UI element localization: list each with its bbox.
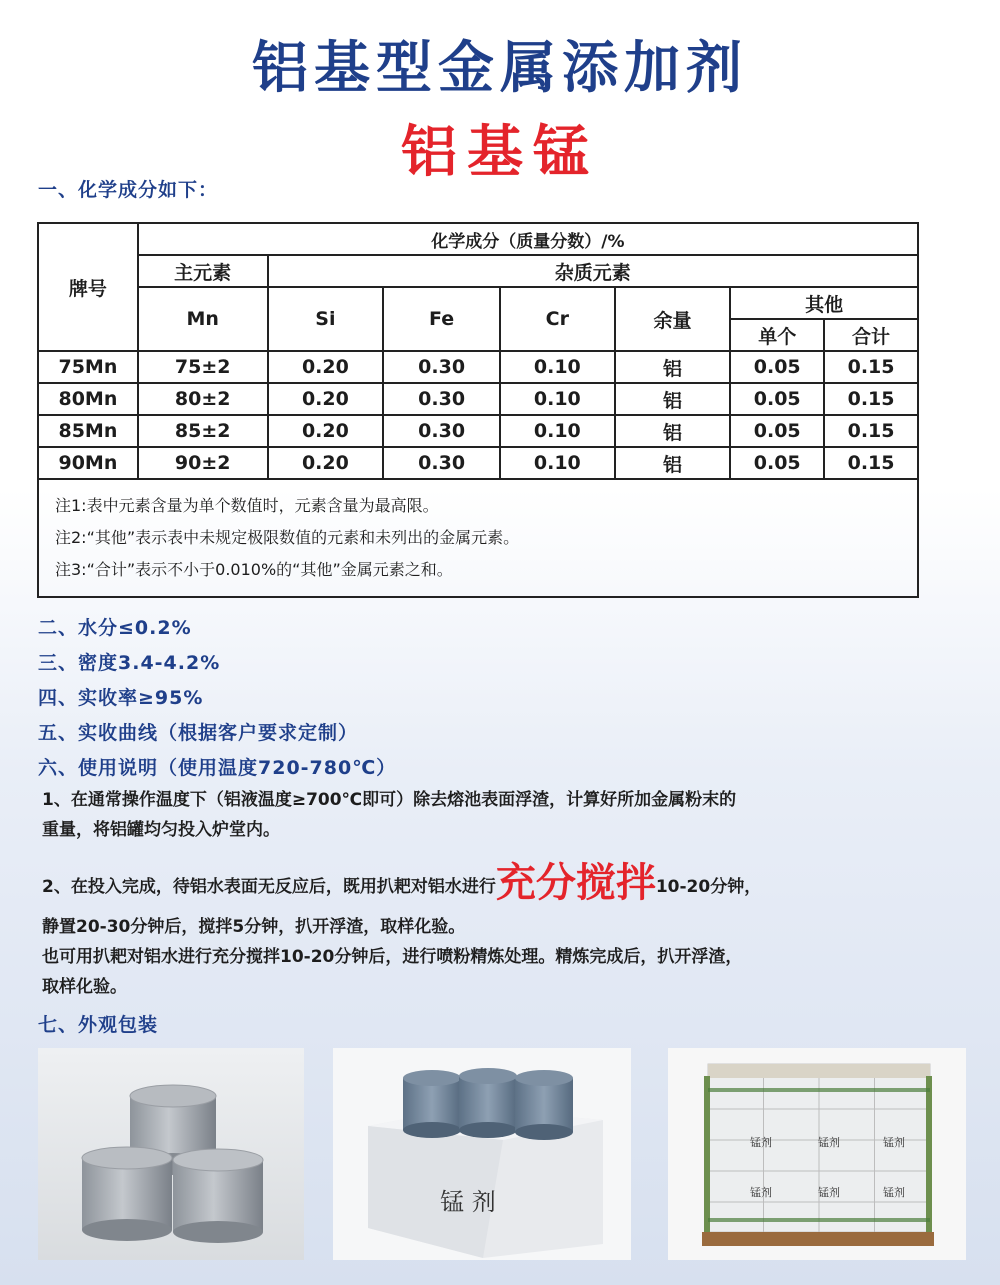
cell-brand: 85Mn [38, 415, 138, 447]
cell-si: 0.20 [268, 351, 384, 383]
cell-balance: 铝 [615, 351, 731, 383]
cell-brand: 80Mn [38, 383, 138, 415]
usage-2-emphasis: 充分搅拌 [495, 860, 656, 906]
header-other: 其他 [730, 287, 918, 319]
note-2: 注2:“其他”表示表中未规定极限数值的元素和未列出的金属元素。 [55, 528, 520, 547]
cell-fe: 0.30 [383, 351, 500, 383]
pallet-label-5: 锰剂 [818, 1186, 840, 1199]
cell-cr: 0.10 [500, 415, 615, 447]
cell-single: 0.05 [730, 447, 824, 479]
section-6-heading: 六、使用说明（使用温度720-780℃） [38, 757, 397, 779]
section-2-heading: 二、水分≤0.2% [38, 617, 192, 639]
product-cylinders-photo [38, 1048, 304, 1260]
header-chem: 化学成分（质量分数）/% [138, 223, 918, 255]
box-label: 锰 剂 [440, 1188, 496, 1216]
page-subtitle: 铝基锰 [401, 120, 599, 185]
section-5-heading: 五、实收曲线（根据客户要求定制） [38, 722, 359, 744]
pallet-label-6: 锰剂 [883, 1186, 905, 1199]
section-4-heading: 四、实收率≥95% [38, 687, 204, 709]
usage-step-1 [42, 785, 962, 845]
header-balance: 余量 [615, 287, 731, 351]
usage-1-line-2: 重量，将铝罐均匀投入炉堂内。 [42, 820, 280, 840]
note-3: 注3:“合计”表示不小于0.010%的“其他”金属元素之和。 [55, 560, 453, 579]
cell-si: 0.20 [268, 447, 384, 479]
usage-step-2 [42, 858, 962, 1002]
pallet-label-1: 锰剂 [750, 1136, 772, 1149]
section-7-heading: 七、外观包装 [38, 1014, 159, 1036]
pallet-label-3: 锰剂 [883, 1136, 905, 1149]
composition-table [37, 222, 919, 598]
cylinder-left [82, 1147, 172, 1241]
blue-cylinders [403, 1068, 573, 1140]
cell-fe: 0.30 [383, 447, 500, 479]
cell-cr: 0.10 [500, 351, 615, 383]
cell-total: 0.15 [824, 383, 918, 415]
header-impurity: 杂质元素 [268, 255, 918, 287]
table-notes [38, 479, 918, 597]
usage-1-line-1: 1、在通常操作温度下（铝液温度≥700℃即可）除去熔池表面浮渣，计算好所加金属粉末的 [42, 790, 737, 810]
usage-2-post: 10-20分钟， [655, 877, 762, 897]
cell-mn: 75±2 [138, 351, 268, 383]
cell-brand: 90Mn [38, 447, 138, 479]
cell-mn: 90±2 [138, 447, 268, 479]
cell-balance: 铝 [615, 383, 731, 415]
cell-fe: 0.30 [383, 383, 500, 415]
header-fe: Fe [383, 287, 500, 351]
cell-total: 0.15 [824, 415, 918, 447]
cell-single: 0.05 [730, 415, 824, 447]
header-si: Si [268, 287, 384, 351]
header-cr: Cr [500, 287, 615, 351]
section-3-heading: 三、密度3.4-4.2% [38, 652, 221, 674]
pallet-label-4: 锰剂 [750, 1186, 772, 1199]
usage-2-line-2: 静置20-30分钟后，搅拌5分钟，扒开浮渣，取样化验。 [42, 917, 466, 937]
page-title: 铝基型金属添加剂 [252, 36, 748, 101]
cell-total: 0.15 [824, 447, 918, 479]
pallet-photo [668, 1048, 966, 1260]
cell-mn: 85±2 [138, 415, 268, 447]
usage-2-line-3: 也可用扒耙对铝水进行充分搅拌10-20分钟后，进行喷粉精炼处理。精炼完成后，扒开浮渣， [42, 947, 743, 967]
section-1-heading: 一、化学成分如下： [38, 179, 219, 201]
cell-balance: 铝 [615, 447, 731, 479]
cell-si: 0.20 [268, 415, 384, 447]
cell-balance: 铝 [615, 415, 731, 447]
cell-cr: 0.10 [500, 447, 615, 479]
table-row [38, 415, 918, 447]
cell-cr: 0.10 [500, 383, 615, 415]
cell-mn: 80±2 [138, 383, 268, 415]
header-brand: 牌号 [38, 223, 138, 351]
pallet-stack [704, 1064, 932, 1236]
usage-2-pre: 2、在投入完成，待铝水表面无反应后，既用扒耙对铝水进行 [42, 877, 496, 897]
product-carton-photo [333, 1048, 631, 1260]
header-mn: Mn [138, 287, 268, 351]
header-total: 合计 [824, 319, 918, 351]
usage-2-line-4: 取样化验。 [42, 977, 127, 997]
table-row [38, 383, 918, 415]
cylinder-right [173, 1149, 263, 1243]
cell-total: 0.15 [824, 351, 918, 383]
cell-single: 0.05 [730, 351, 824, 383]
table-row [38, 351, 918, 383]
wooden-pallet [702, 1232, 934, 1246]
usage-2-line-1 [42, 858, 962, 912]
cell-fe: 0.30 [383, 415, 500, 447]
note-1: 注1:表中元素含量为单个数值时，元素含量为最高限。 [55, 496, 439, 515]
header-single: 单个 [730, 319, 824, 351]
cell-si: 0.20 [268, 383, 384, 415]
header-main: 主元素 [138, 255, 268, 287]
cell-single: 0.05 [730, 383, 824, 415]
table-row [38, 447, 918, 479]
pallet-label-2: 锰剂 [818, 1136, 840, 1149]
cell-brand: 75Mn [38, 351, 138, 383]
